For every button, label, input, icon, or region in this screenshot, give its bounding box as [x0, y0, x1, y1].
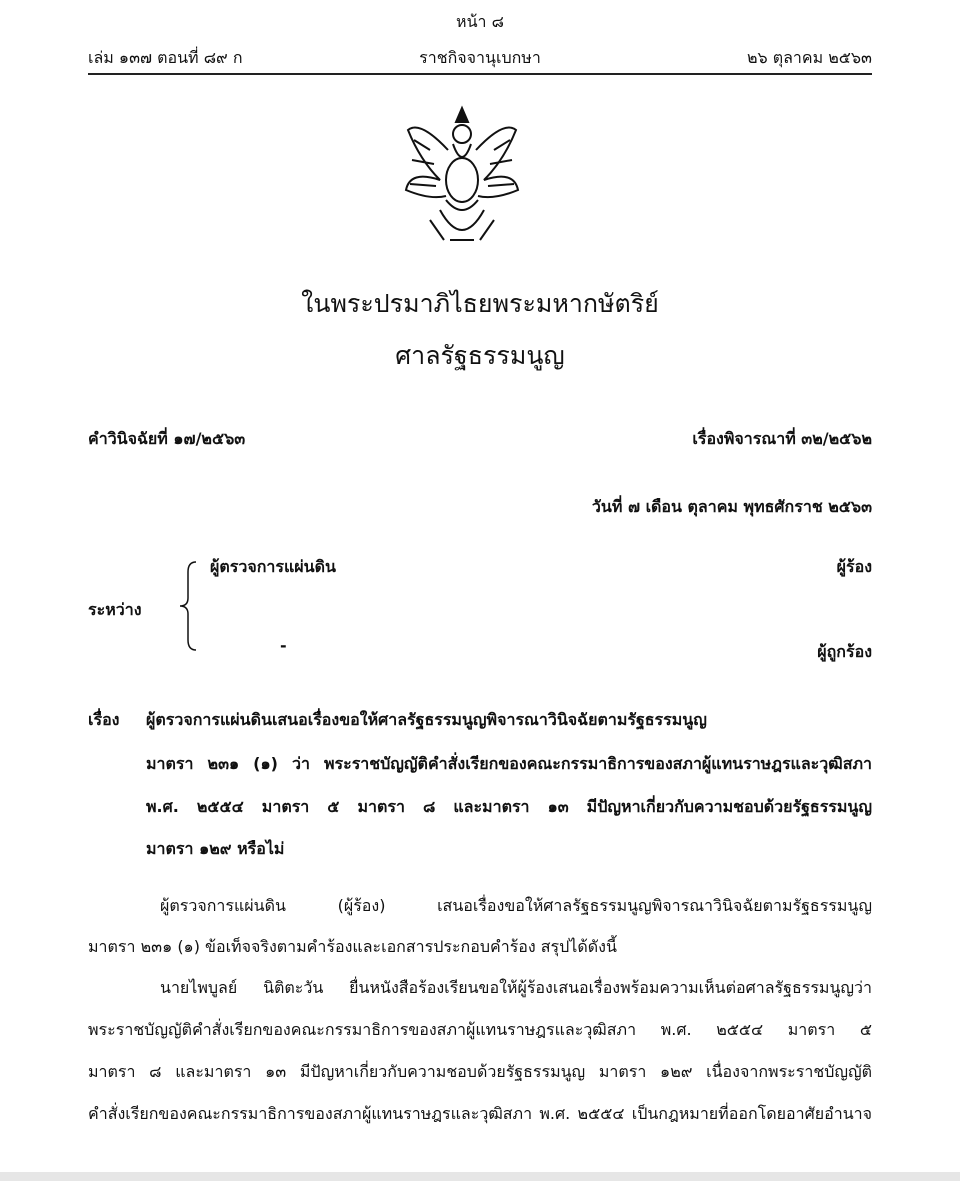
page-number: หน้า ๘ [456, 12, 504, 31]
subject-line: ผู้ตรวจการแผ่นดินเสนอเรื่องขอให้ศาลรัฐธรรมนูญพิจารณาวินิจฉัยตามรัฐธรรมนูญ [146, 710, 707, 729]
ruling-number: คำวินิจฉัยที่ ๑๗/๒๕๖๓ [88, 429, 246, 448]
respondent-role: ผู้ถูกร้อง [817, 642, 872, 661]
ruling-date: วันที่ ๗ เดือน ตุลาคม พุทธศักราช ๒๕๖๓ [591, 497, 872, 516]
petitioner-role: ผู้ร้อง [836, 557, 872, 576]
subject-line: พ.ศ. ๒๕๕๔ มาตรา ๕ มาตรา ๘ และมาตรา ๑๓ มีปัญหาเกี่ยวกับความชอบด้วยรัฐธรรมนูญ [146, 797, 872, 816]
body-line: คำสั่งเรียกของคณะกรรมาธิการของสภาผู้แทนราษฎรและวุฒิสภา พ.ศ. ๒๕๕๔ เป็นกฎหมายที่ออกโดยอาศัยอำนาจ [88, 1104, 872, 1123]
subject-line: มาตรา ๒๓๑ (๑) ว่า พระราชบัญญัติคำสั่งเรียกของคณะกรรมาธิการของสภาผู้แทนราษฎรและวุฒิสภา [146, 754, 872, 773]
body-line: มาตรา ๒๓๑ (๑) ข้อเท็จจริงตามคำร้องและเอกสารประกอบคำร้อง สรุปได้ดังนี้ [88, 937, 617, 956]
volume-issue: เล่ม ๑๓๗ ตอนที่ ๘๙ ก [88, 48, 243, 67]
header-rule [88, 73, 872, 75]
body-line: มาตรา ๘ และมาตรา ๑๓ มีปัญหาเกี่ยวกับความชอบด้วยรัฐธรรมนูญ มาตรา ๑๒๙ เนื่องจากพระราชบัญญัติ [88, 1062, 872, 1081]
respondent-name: - [280, 636, 287, 655]
subject-label: เรื่อง [88, 710, 120, 729]
subject-line: มาตรา ๑๒๙ หรือไม่ [146, 839, 285, 858]
publication-date: ๒๖ ตุลาคม ๒๕๖๓ [746, 48, 872, 67]
garuda-emblem [400, 100, 524, 252]
petitioner-name: ผู้ตรวจการแผ่นดิน [210, 557, 336, 576]
court-name: ศาลรัฐธรรมนูญ [395, 341, 565, 370]
between-label: ระหว่าง [88, 600, 142, 619]
publication-name: ราชกิจจานุเบกษา [419, 48, 541, 67]
royal-title: ในพระปรมาภิไธยพระมหากษัตริย์ [301, 289, 659, 318]
body-line: นายไพบูลย์ นิติตะวัน ยื่นหนังสือร้องเรียนขอให้ผู้ร้องเสนอเรื่องพร้อมความเห็นต่อศาลรัฐธรรมนูญว่า [160, 978, 872, 997]
page-bottom-edge [0, 1172, 960, 1181]
body-line: พระราชบัญญัติคำสั่งเรียกของคณะกรรมาธิการของสภาผู้แทนราษฎรและวุฒิสภา พ.ศ. ๒๕๕๔ มาตรา ๕ [88, 1020, 872, 1039]
case-number: เรื่องพิจารณาที่ ๓๒/๒๕๖๒ [692, 429, 872, 448]
brace-icon [178, 560, 198, 652]
body-line: ผู้ตรวจการแผ่นดิน (ผู้ร้อง) เสนอเรื่องขอให้ศาลรัฐธรรมนูญพิจารณาวินิจฉัยตามรัฐธรรมนูญ [160, 896, 872, 915]
